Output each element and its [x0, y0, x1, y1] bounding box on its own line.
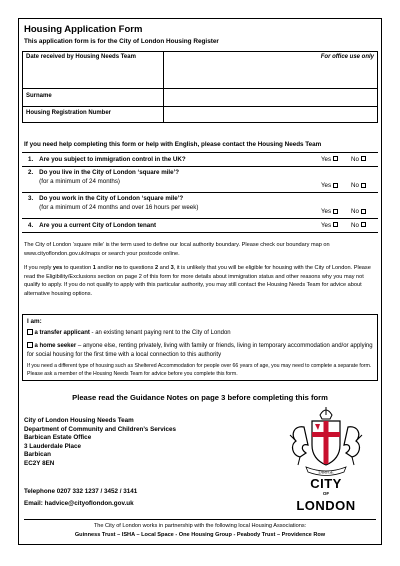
yes-option[interactable]: Yes [318, 167, 348, 193]
office-use-only-note: For office use only [320, 54, 374, 60]
date-received-label: Date received by Housing Needs Team [23, 52, 164, 89]
surname-field[interactable] [164, 89, 378, 107]
applicant-type-box [22, 314, 378, 381]
question-number: 4. [22, 219, 36, 233]
logo-london-text: LONDON [296, 498, 356, 513]
yes-checkbox[interactable] [333, 209, 338, 214]
no-checkbox[interactable] [361, 156, 366, 161]
form-title: Housing Application Form [24, 24, 143, 35]
yes-checkbox[interactable] [333, 222, 338, 227]
help-notice: If you need help completing this form or help with English, please contact the Housing Needs Team [24, 141, 322, 148]
no-checkbox[interactable] [361, 209, 366, 214]
logo-city-text: CITY [310, 476, 342, 491]
date-received-field[interactable] [164, 52, 378, 89]
registration-number-label: Housing Registration Number [23, 107, 164, 123]
form-subtitle: This application form is for the City of London Housing Register [24, 38, 219, 45]
no-checkbox[interactable] [361, 222, 366, 227]
question-text: Are you a current City of London tenant [36, 219, 318, 233]
contact-email[interactable]: Email: hadvice@cityoflondon.gov.uk [24, 500, 134, 507]
no-option[interactable]: No [348, 153, 378, 167]
no-checkbox[interactable] [361, 183, 366, 188]
question-text: Do you work in the City of London ‘square mile’? (for a minimum of 24 months and over 16 hours per week) [36, 193, 318, 219]
yes-option[interactable]: Yes [318, 153, 348, 167]
yes-option[interactable]: Yes [318, 193, 348, 219]
registration-number-field[interactable] [164, 107, 378, 123]
yes-checkbox[interactable] [333, 156, 338, 161]
crest-motto-text: DIRIGE [318, 469, 334, 475]
yes-checkbox[interactable] [333, 183, 338, 188]
guidance-notice: Please read the Guidance Notes on page 3 before completing this form [72, 393, 328, 402]
question-text: Are you subject to immigration control in the UK? [36, 153, 318, 167]
eligibility-questions [22, 152, 378, 233]
contact-phone: Telephone 0207 332 1237 / 3452 / 3141 [24, 488, 138, 495]
no-option[interactable]: No [348, 193, 378, 219]
no-option[interactable]: No [348, 219, 378, 233]
transfer-applicant-checkbox[interactable] [27, 329, 33, 335]
footer-partnership-text: The City of London works in partnership with the following local Housing Associations: [93, 523, 307, 529]
question-row [22, 193, 378, 219]
question-row [22, 153, 378, 167]
surname-label: Surname [23, 89, 164, 107]
home-seeker-checkbox[interactable] [27, 342, 33, 348]
footer-associations-list: Guinness Trust – ISHA – Local Space - One Housing Group - Peabody Trust – Providence Row [74, 532, 326, 538]
boundary-paragraph: The City of London ‘square mile’ is the term used to define our local authority boundary. Please check our boundary map on www.cityoflondon.gov.uk/maps or search your postcode online. [24, 242, 330, 257]
question-number: 2. [22, 167, 36, 193]
yes-option[interactable]: Yes [318, 219, 348, 233]
question-row [22, 219, 378, 233]
sheltered-accommodation-note: If you need a different type of housing such as Sheltered Accommodation for people over 66 years of age, you may need to complete a separate form. Please ask a member of the Housing Needs Team for advice before you complete this form. [27, 363, 372, 377]
transfer-applicant-option[interactable]: a transfer applicant - an existing tenant paying rent to the City of London [27, 329, 373, 338]
question-number: 3. [22, 193, 36, 219]
logo-of-text: OF [322, 491, 330, 496]
question-text: Do you live in the City of London ‘square mile’? (for a minimum of 24 months) [36, 167, 318, 193]
applicant-type-title: I am: [27, 318, 42, 325]
contact-address: City of London Housing Needs Team Department of Community and Children’s Services Barbican Estate Office 3 Lauderdale Place Barbican EC2Y 8EN [24, 417, 176, 467]
no-option[interactable]: No [348, 167, 378, 193]
question-number: 1. [22, 153, 36, 167]
footer-divider [24, 519, 376, 520]
question-row [22, 167, 378, 193]
home-seeker-option[interactable]: a home seeker – anyone else, renting privately, living with family or friends, living in temporary accommodation and/or applying for social housing for the first time with a local connection to this authority [27, 343, 373, 358]
eligibility-paragraph: If you reply yes to question 1 and/or no to questions 2 and 3, it is unlikely that you will be eligible for housing with the City of London. Please read the Eligibility/Exclusions section on page 2 of this form for more details about immigration status and other reasons why you may not qualify to apply. If you do not qualify to apply with this particular authority, you may still contact the Housing Needs Team for advice about alternative housing options. [24, 265, 371, 297]
office-use-table [22, 51, 378, 123]
